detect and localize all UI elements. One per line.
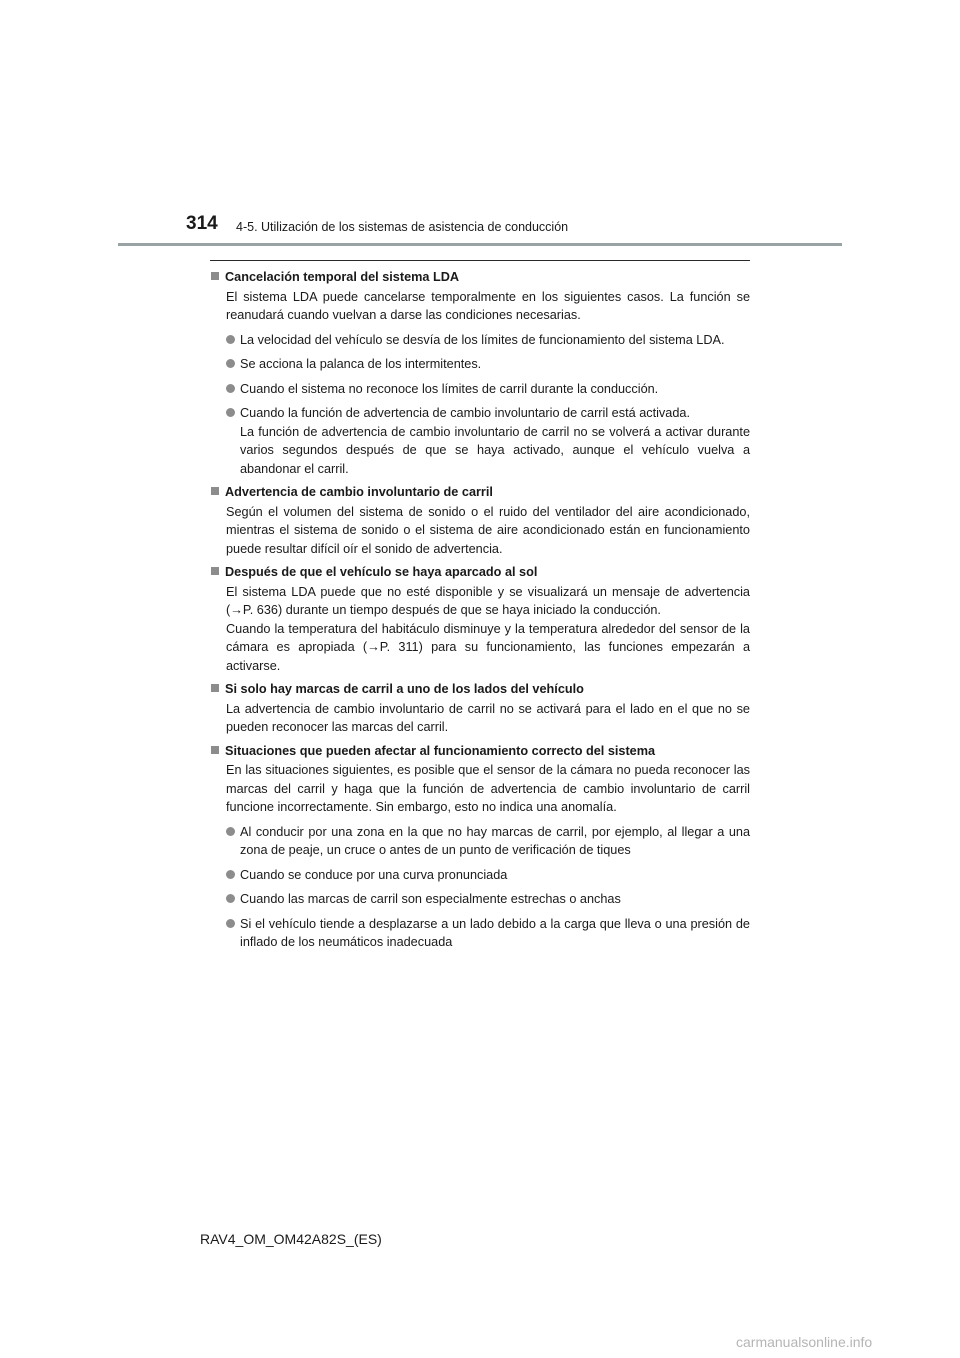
section-heading (210, 680, 750, 699)
list-item-text: Cuando las marcas de carril son especialmente estrechas o anchas (240, 892, 621, 906)
list-item (226, 915, 750, 952)
list-item (226, 890, 750, 909)
list-item (226, 866, 750, 885)
circle-bullet-icon (226, 919, 235, 928)
list-item (226, 404, 750, 478)
list-item-text: Al conducir por una zona en la que no hay marcas de carril, por ejemplo, al llegar a una zona de peaje, un cruce o antes de un punto de verificación de tiques (240, 824, 750, 857)
circle-bullet-icon (226, 359, 235, 368)
section-heading (210, 483, 750, 502)
footer-doc-code: RAV4_OM_OM42A82S_(ES) (200, 1231, 382, 1247)
page-content (210, 268, 750, 952)
list-item (226, 823, 750, 860)
square-bullet-icon (211, 487, 219, 495)
page-number: 314 (186, 213, 218, 234)
circle-bullet-icon (226, 870, 235, 879)
square-bullet-icon (211, 567, 219, 575)
circle-bullet-icon (226, 384, 235, 393)
section-heading-text: Advertencia de cambio involuntario de carril (225, 485, 493, 499)
header-rule (118, 243, 842, 246)
section-heading-text: Si solo hay marcas de carril a uno de los lados del vehículo (225, 682, 584, 696)
list-item-text: La velocidad del vehículo se desvía de los límites de funcionamiento del sistema LDA. (240, 332, 725, 347)
section-heading-text: Después de que el vehículo se haya aparcado al sol (225, 565, 538, 579)
section-paragraph: En las situaciones siguientes, es posible que el sensor de la cámara no pueda reconocer las marcas del carril y haga que la función de advertencia de cambio involuntario de carril funcione incorrectamente. Sin embargo, esto no indica una anomalía. (226, 763, 750, 814)
section-heading-text: Situaciones que pueden afectar al funcionamiento correcto del sistema (225, 743, 656, 758)
content-rule (210, 260, 750, 261)
list-item-text: Cuando el sistema no reconoce los límites de carril durante la conducción. (240, 381, 659, 396)
section-paragraph: Según el volumen del sistema de sonido o el ruido del ventilador del aire acondicionado, mientras el sistema de sonido o el sistema de aire acondicionado están en funcionamiento puede resultar difícil oír el sonido de advertencia. (226, 504, 750, 556)
watermark: carmanualsonline.info (736, 1334, 873, 1350)
list-item (226, 380, 750, 399)
list-item-text: Cuando la función de advertencia de cambio involuntario de carril está activada. La función de advertencia de cambio involuntario de carril no se volverá a activar durante varios segundos después de que se haya activado, aunque el vehículo vuelva a abandonar el carril. (240, 406, 750, 476)
circle-bullet-icon (226, 335, 235, 344)
square-bullet-icon (211, 272, 219, 280)
section-paragraph: El sistema LDA puede que no esté disponible y se visualizará un mensaje de advertencia (→P. 636) durante un tiempo después de que se haya iniciado la conducción. Cuando la temperatura del habitáculo disminuye y la temperatura alrededor del sensor de la cámara es apropiada (→P. 311) para su funcionamiento, las funciones empezarán a activarse. (226, 584, 750, 673)
circle-bullet-icon (226, 827, 235, 836)
circle-bullet-icon (226, 894, 235, 903)
section-title: 4-5. Utilización de los sistemas de asistencia de conducción (236, 220, 569, 234)
list-item (226, 331, 750, 350)
list-item-text: Se acciona la palanca de los intermitentes. (240, 357, 482, 371)
list-item-text: Si el vehículo tiende a desplazarse a un lado debido a la carga que lleva o una presión de inflado de los neumáticos inadecuada (240, 916, 750, 949)
circle-bullet-icon (226, 408, 235, 417)
square-bullet-icon (211, 684, 219, 692)
section-heading (210, 268, 750, 287)
section-paragraph: El sistema LDA puede cancelarse temporalmente en los siguientes casos. La función se reanudará cuando vuelvan a darse las condiciones necesarias. (226, 289, 750, 322)
section-heading (210, 742, 750, 761)
section-heading-text: Cancelación temporal del sistema LDA (225, 270, 460, 284)
list-item (226, 355, 750, 374)
list-item-text: Cuando se conduce por una curva pronunciada (240, 867, 508, 882)
square-bullet-icon (211, 746, 219, 754)
section-heading (210, 563, 750, 582)
section-paragraph: La advertencia de cambio involuntario de carril no se activará para el lado en el que no se pueden reconocer las marcas del carril. (226, 701, 750, 734)
